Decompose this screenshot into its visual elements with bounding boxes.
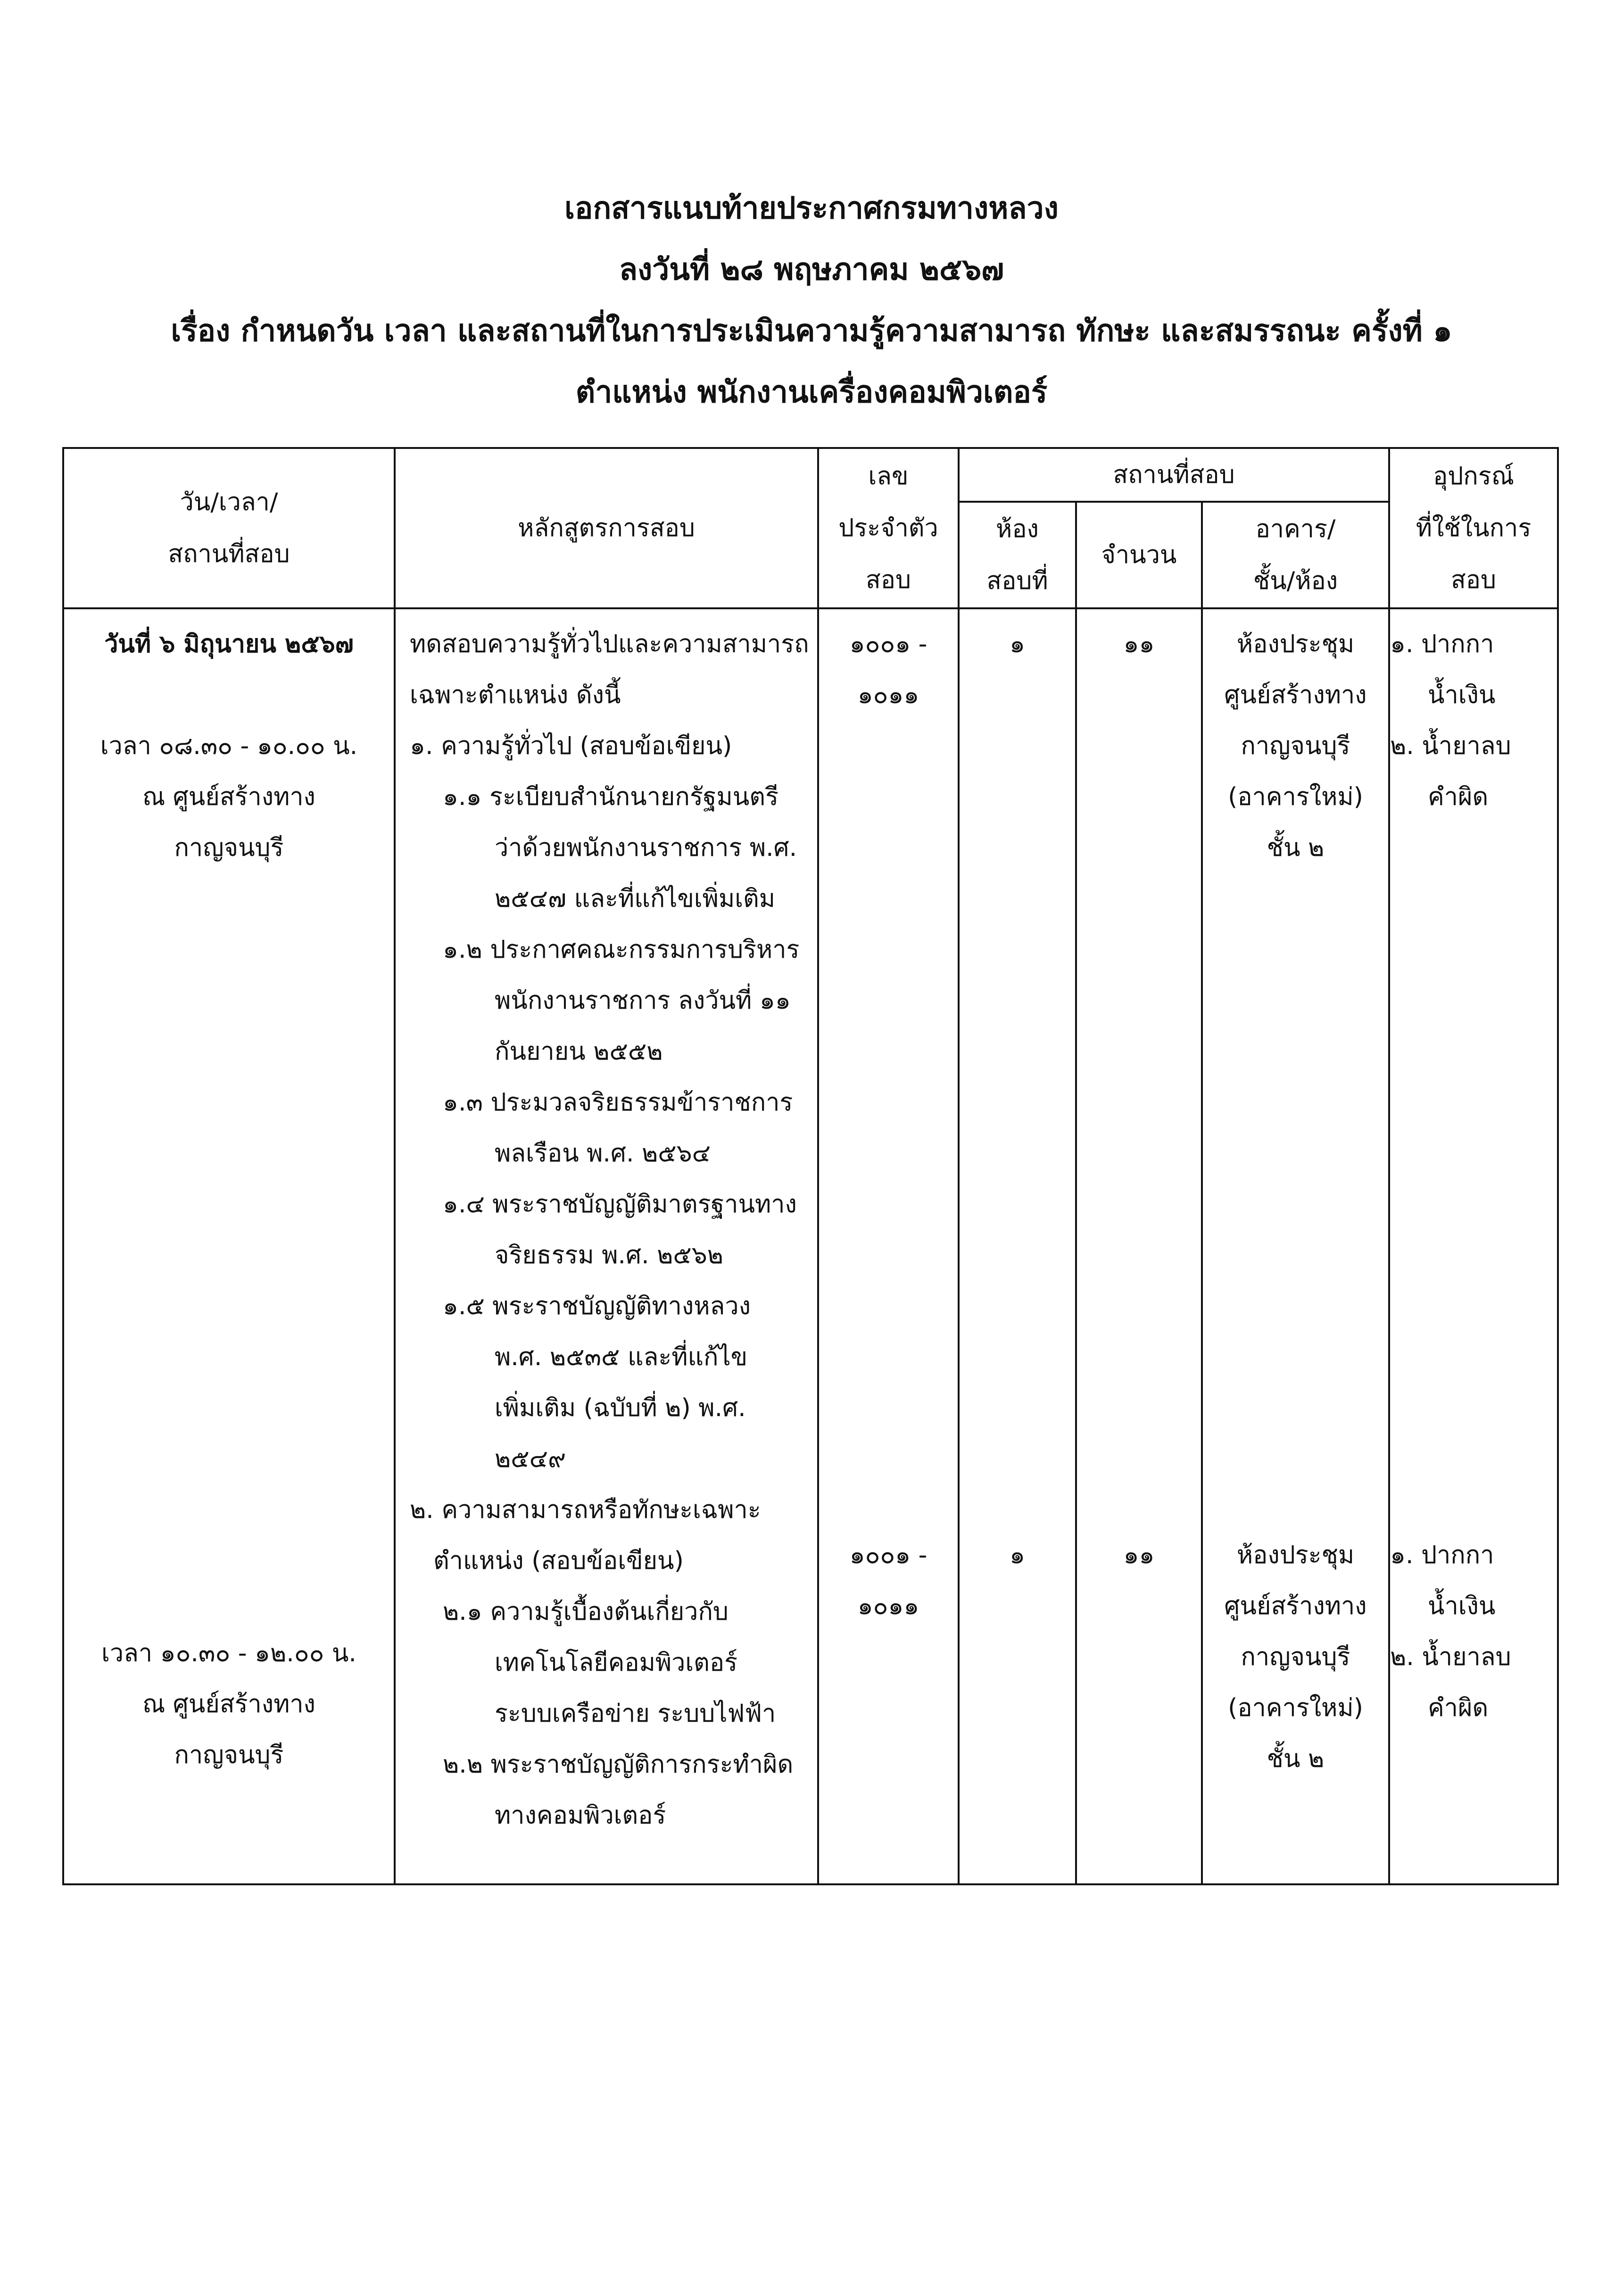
header-course: หลักสูตรการสอบ bbox=[395, 448, 818, 608]
doc-position: ตำแหน่ง พนักงานเครื่องคอมพิวเตอร์ bbox=[575, 375, 1048, 410]
header-building: อาคาร/ ชั้น/ห้อง bbox=[1202, 502, 1389, 608]
course-item: ๒.๑ ความรู้เบื้องต้นเกี่ยวกับ bbox=[443, 1598, 729, 1626]
session1-equipment: ๒. น้ำยาลบ bbox=[1390, 732, 1511, 760]
course-item-text: ๒๕๔๗ และที่แก้ไขเพิ่มเติม bbox=[495, 885, 776, 913]
session2-building: กาญจนบุรี bbox=[1241, 1643, 1350, 1671]
session2-building: ชั้น ๒ bbox=[1267, 1745, 1325, 1773]
session1-building: (อาคารใหม่) bbox=[1228, 783, 1363, 811]
session1-intro: ทดสอบความรู้ทั่วไปและความสามารถ bbox=[410, 630, 809, 658]
room-cell bbox=[959, 608, 1076, 1884]
header-count: จำนวน bbox=[1076, 502, 1202, 608]
session2-room: ๑ bbox=[1009, 1541, 1025, 1569]
course-item: ๑.๔ พระราชบัญญัติมาตรฐานทาง bbox=[443, 1190, 797, 1218]
session2-time: เวลา ๑๐.๓๐ - ๑๒.๐๐ น. bbox=[101, 1639, 356, 1667]
course-item-text: กันยายน ๒๕๕๒ bbox=[495, 1037, 663, 1066]
session2-equipment: คำผิด bbox=[1428, 1694, 1489, 1722]
header-id-number: เลข ประจำตัว สอบ bbox=[818, 448, 959, 608]
header-date-place: วัน/เวลา/ สถานที่สอบ bbox=[63, 448, 395, 608]
equipment-cell bbox=[1389, 608, 1558, 1884]
course-item: ๑.๕ พระราชบัญญัติทางหลวง bbox=[443, 1292, 751, 1320]
session1-building: ศูนย์สร้างทาง bbox=[1224, 681, 1367, 709]
session2-equipment: น้ำเงิน bbox=[1428, 1592, 1496, 1620]
course-item-text: พลเรือน พ.ศ. ๒๕๖๔ bbox=[495, 1139, 711, 1168]
course-item: ๑.๑ ระเบียบสำนักนายกรัฐมนตรี bbox=[443, 783, 779, 811]
session1-building: กาญจนบุรี bbox=[1241, 732, 1350, 760]
session2-equipment: ๒. น้ำยาลบ bbox=[1390, 1643, 1511, 1671]
session2-building: ศูนย์สร้างทาง bbox=[1224, 1592, 1367, 1620]
building-cell bbox=[1202, 608, 1389, 1884]
course-item-text: พ.ศ. ๒๕๓๕ และที่แก้ไข bbox=[495, 1343, 748, 1371]
course-item-text: จริยธรรม พ.ศ. ๒๕๖๒ bbox=[495, 1241, 724, 1269]
course-item: ๒.๒ พระราชบัญญัติการกระทำผิด bbox=[443, 1750, 794, 1779]
doc-subject: เรื่อง กำหนดวัน เวลา และสถานที่ในการประเมินความรู้ความสามารถ ทักษะ และสมรรถนะ ครั้งที่ ๑ bbox=[171, 314, 1452, 348]
table-row bbox=[63, 608, 1558, 1884]
course-item-text: ระบบเครือข่าย ระบบไฟฟ้า bbox=[495, 1699, 776, 1728]
session2-place: ณ ศูนย์สร้างทาง bbox=[142, 1690, 315, 1718]
session1-count: ๑๑ bbox=[1123, 630, 1155, 658]
session2-part: ตำแหน่ง (สอบข้อเขียน) bbox=[433, 1547, 684, 1575]
course-item-text: เทคโนโลยีคอมพิวเตอร์ bbox=[495, 1649, 738, 1677]
session2-equipment: ๑. ปากกา bbox=[1390, 1541, 1494, 1569]
header-equipment: อุปกรณ์ ที่ใช้ในการ สอบ bbox=[1389, 448, 1558, 608]
course-item-text: ว่าด้วยพนักงานราชการ พ.ศ. bbox=[495, 834, 797, 862]
session1-part: ๑. ความรู้ทั่วไป (สอบข้อเขียน) bbox=[410, 732, 732, 760]
session1-date: วันที่ ๖ มิถุนายน ๒๕๖๗ bbox=[104, 630, 354, 658]
course-item: ๑.๓ ประมวลจริยธรรมข้าราชการ bbox=[443, 1088, 793, 1117]
id-number-cell bbox=[818, 608, 959, 1884]
session2-count: ๑๑ bbox=[1123, 1541, 1155, 1569]
session2-ids: ๑๐๑๑ bbox=[857, 1592, 919, 1620]
count-cell bbox=[1076, 608, 1202, 1884]
date-place-cell bbox=[63, 608, 395, 1884]
session1-place: กาญจนบุรี bbox=[174, 834, 284, 862]
course-item-text: เพิ่มเติม (ฉบับที่ ๒) พ.ศ. bbox=[495, 1394, 746, 1422]
session1-intro: เฉพาะตำแหน่ง ดังนี้ bbox=[410, 681, 621, 709]
session1-room: ๑ bbox=[1009, 630, 1025, 658]
course-item-text: ทางคอมพิวเตอร์ bbox=[495, 1801, 666, 1830]
session2-part: ๒. ความสามารถหรือทักษะเฉพาะ bbox=[410, 1496, 761, 1524]
header-room: ห้อง สอบที่ bbox=[959, 502, 1076, 608]
session2-building: (อาคารใหม่) bbox=[1228, 1694, 1363, 1722]
course-item-text: ๒๕๔๙ bbox=[495, 1445, 566, 1473]
session1-equipment: ๑. ปากกา bbox=[1390, 630, 1494, 658]
session1-time: เวลา ๐๘.๓๐ - ๑๐.๐๐ น. bbox=[100, 732, 358, 760]
exam-schedule-table bbox=[62, 447, 1559, 1885]
session2-building: ห้องประชุม bbox=[1236, 1541, 1355, 1569]
session1-place: ณ ศูนย์สร้างทาง bbox=[142, 783, 315, 811]
session2-ids: ๑๐๐๑ - bbox=[849, 1541, 927, 1569]
course-item-text: พนักงานราชการ ลงวันที่ ๑๑ bbox=[495, 986, 791, 1015]
course-cell bbox=[395, 608, 818, 1884]
doc-title: เอกสารแนบท้ายประกาศกรมทางหลวง bbox=[564, 191, 1059, 226]
doc-date: ลงวันที่ ๒๘ พฤษภาคม ๒๕๖๗ bbox=[619, 252, 1004, 287]
session1-building: ห้องประชุม bbox=[1236, 630, 1355, 658]
session1-ids: ๑๐๐๑ - bbox=[849, 630, 927, 658]
session1-equipment: คำผิด bbox=[1428, 783, 1489, 811]
session1-equipment: น้ำเงิน bbox=[1428, 681, 1496, 709]
header-venue: สถานที่สอบ bbox=[959, 448, 1389, 502]
session1-ids: ๑๐๑๑ bbox=[857, 681, 919, 709]
session2-place: กาญจนบุรี bbox=[174, 1741, 284, 1769]
course-item: ๑.๒ ประกาศคณะกรรมการบริหาร bbox=[443, 936, 800, 964]
session1-building: ชั้น ๒ bbox=[1267, 834, 1325, 862]
